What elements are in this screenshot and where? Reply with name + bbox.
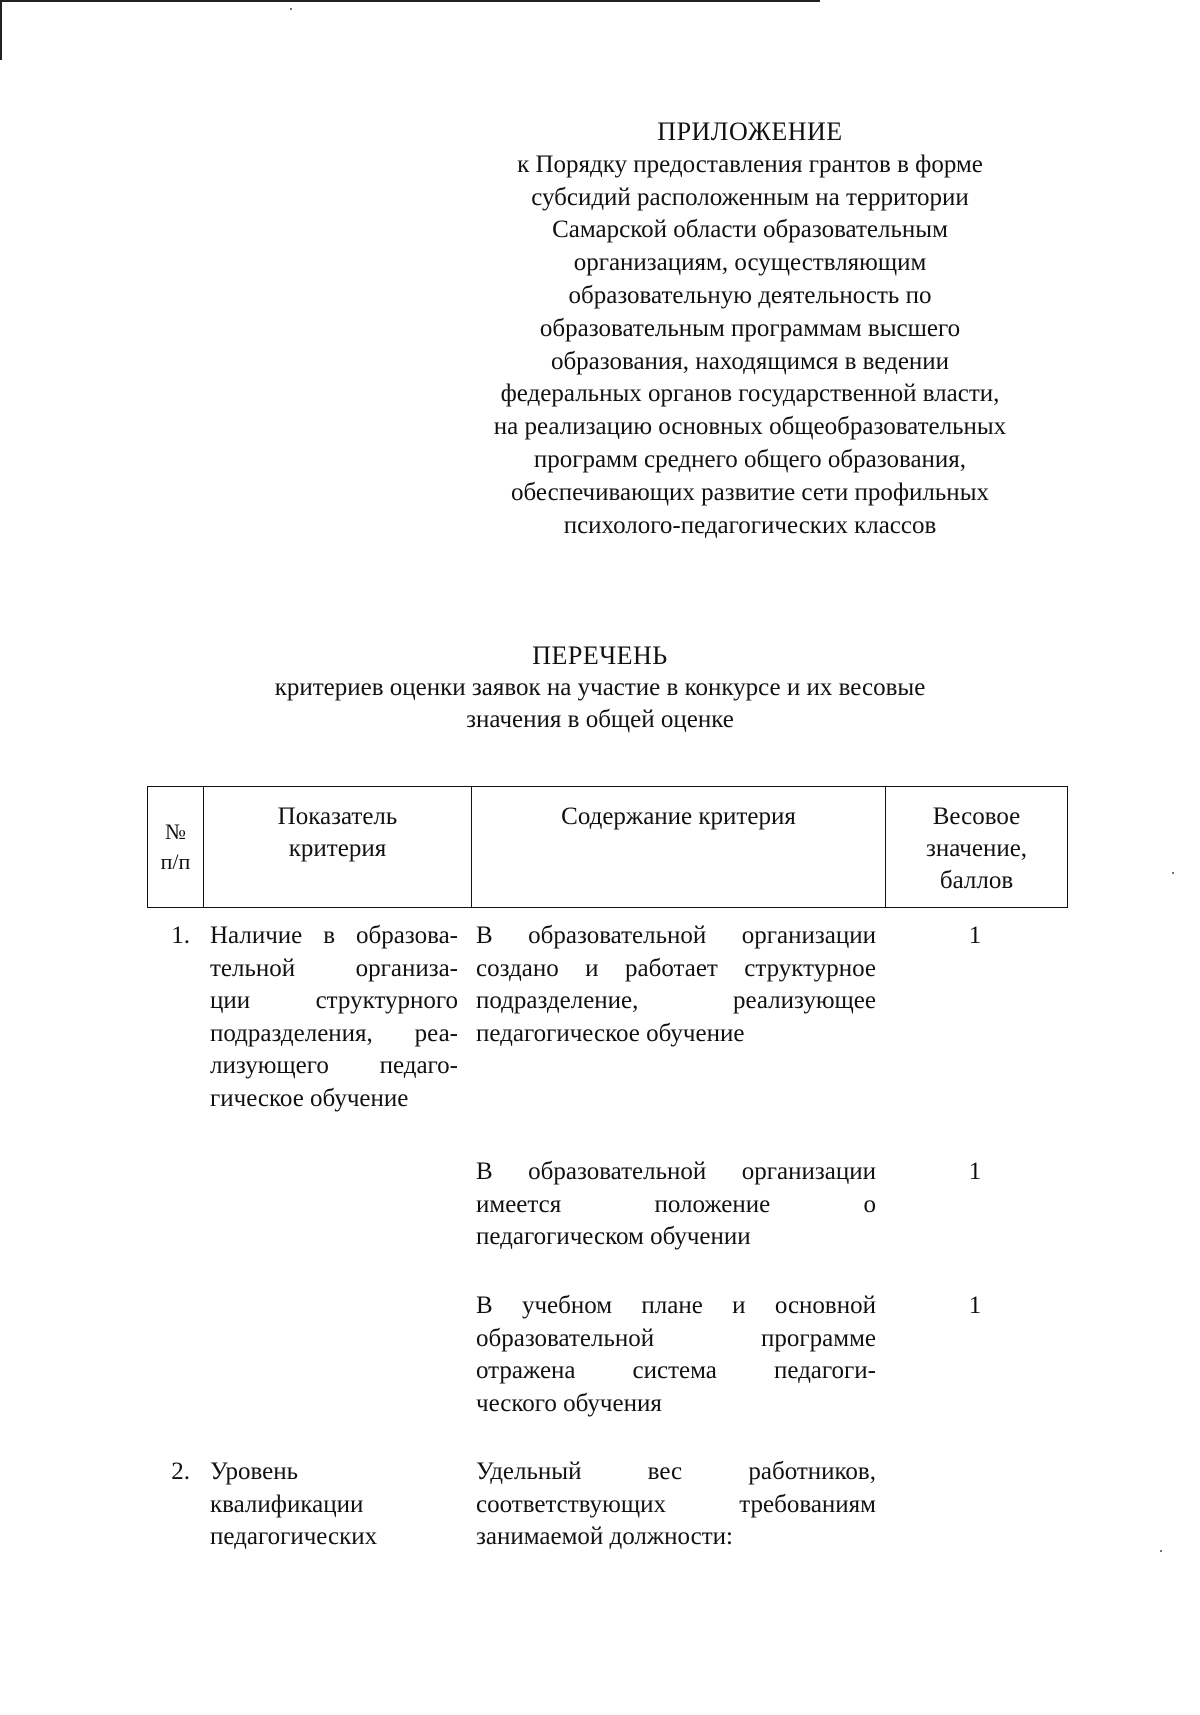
row-1-content [476, 920, 876, 1050]
header-content-line: Содержание критерия [561, 803, 796, 830]
content-line: В учебном плане и основной [476, 1292, 876, 1319]
indicator-line: лизующего педаго- [210, 1052, 458, 1079]
header-weight-line: значение, [925, 835, 1028, 862]
row-1b-content [476, 1156, 876, 1254]
row-1-number: 1. [171, 922, 190, 949]
row-1-indicator [210, 920, 458, 1115]
annex-line: психолого-педагогических классов [563, 511, 937, 539]
listing-subtitle-line: критериев оценки заявок на участие в конкурсе и их весовые [274, 674, 926, 701]
content-line: Удельный вес работников, [476, 1458, 876, 1485]
header-number-line: № [165, 819, 186, 844]
annex-line: программ среднего общего образования, [533, 445, 967, 473]
row-1c-weight: 1 [968, 1292, 982, 1319]
header-content [472, 787, 886, 908]
indicator-line: квалификации [210, 1490, 364, 1518]
content-line: В образовательной организации [476, 1158, 876, 1185]
row-1c-content [476, 1290, 876, 1420]
content-line: занимаемой должности: [476, 1523, 734, 1550]
content-line: педагогическом обучении [476, 1223, 751, 1250]
indicator-line: Наличие в образова- [210, 922, 458, 949]
annex-line: Самарской области образовательным [552, 216, 948, 244]
content-line: образовательной программе [476, 1324, 876, 1352]
listing-title-block [200, 640, 1000, 736]
indicator-line: подразделения, реа- [210, 1019, 458, 1047]
annex-block [440, 116, 1060, 542]
scan-edge-left [0, 0, 2, 60]
indicator-line: тельной организа- [210, 954, 458, 982]
criteria-table-header [147, 786, 1068, 908]
annex-line: субсидий расположенным на территории [531, 183, 969, 211]
header-indicator-line: Показатель [277, 803, 398, 830]
indicator-line: Уровень [210, 1458, 299, 1485]
content-line: отражена система педагоги- [476, 1357, 876, 1384]
annex-line: организациям, осуществляющим [573, 249, 927, 277]
row-1b-weight: 1 [968, 1158, 982, 1185]
header-weight [886, 787, 1068, 908]
scan-speck [1160, 1550, 1162, 1552]
annex-line: образовательную деятельность по [568, 281, 932, 309]
row-2-content [476, 1456, 876, 1554]
scan-speck [290, 8, 292, 10]
annex-line: образования, находящимся в ведении [550, 347, 950, 375]
header-indicator-line: критерия [288, 835, 387, 862]
listing-heading: ПЕРЕЧЕНЬ [532, 641, 668, 670]
header-number-line: п/п [160, 849, 191, 874]
row-2-number: 2. [171, 1458, 190, 1485]
annex-line: образовательным программам высшего [539, 314, 961, 342]
content-line: создано и работает структурное [476, 954, 876, 982]
header-number [148, 787, 204, 908]
row-1-weight: 1 [968, 922, 982, 949]
content-line: соответствующих требованиям [476, 1490, 876, 1518]
content-line: имеется положение о [476, 1190, 876, 1218]
indicator-line: гическое обучение [210, 1084, 409, 1112]
content-line: педагогическое обучение [476, 1019, 745, 1047]
header-indicator [204, 787, 472, 908]
annex-line: обеспечивающих развитие сети профильных [510, 478, 989, 506]
listing-subtitle-line: значения в общей оценке [466, 706, 734, 733]
indicator-line: ции структурного [210, 987, 458, 1014]
annex-line: федеральных органов государственной власти, [500, 380, 1000, 408]
content-line: В образовательной организации [476, 922, 876, 949]
content-line: подразделение, реализующее [476, 987, 876, 1014]
indicator-line: педагогических [210, 1523, 378, 1550]
content-line: ческого обучения [476, 1389, 662, 1417]
scan-edge-top [0, 0, 820, 2]
header-weight-line: Весовое [932, 803, 1021, 830]
annex-heading: ПРИЛОЖЕНИЕ [657, 117, 843, 146]
scan-speck [1172, 872, 1174, 874]
row-2-indicator [210, 1456, 458, 1554]
annex-line: на реализацию основных общеобразовательных [493, 413, 1007, 441]
header-weight-line: баллов [939, 867, 1014, 894]
annex-line: к Порядку предоставления грантов в форме [517, 150, 983, 178]
